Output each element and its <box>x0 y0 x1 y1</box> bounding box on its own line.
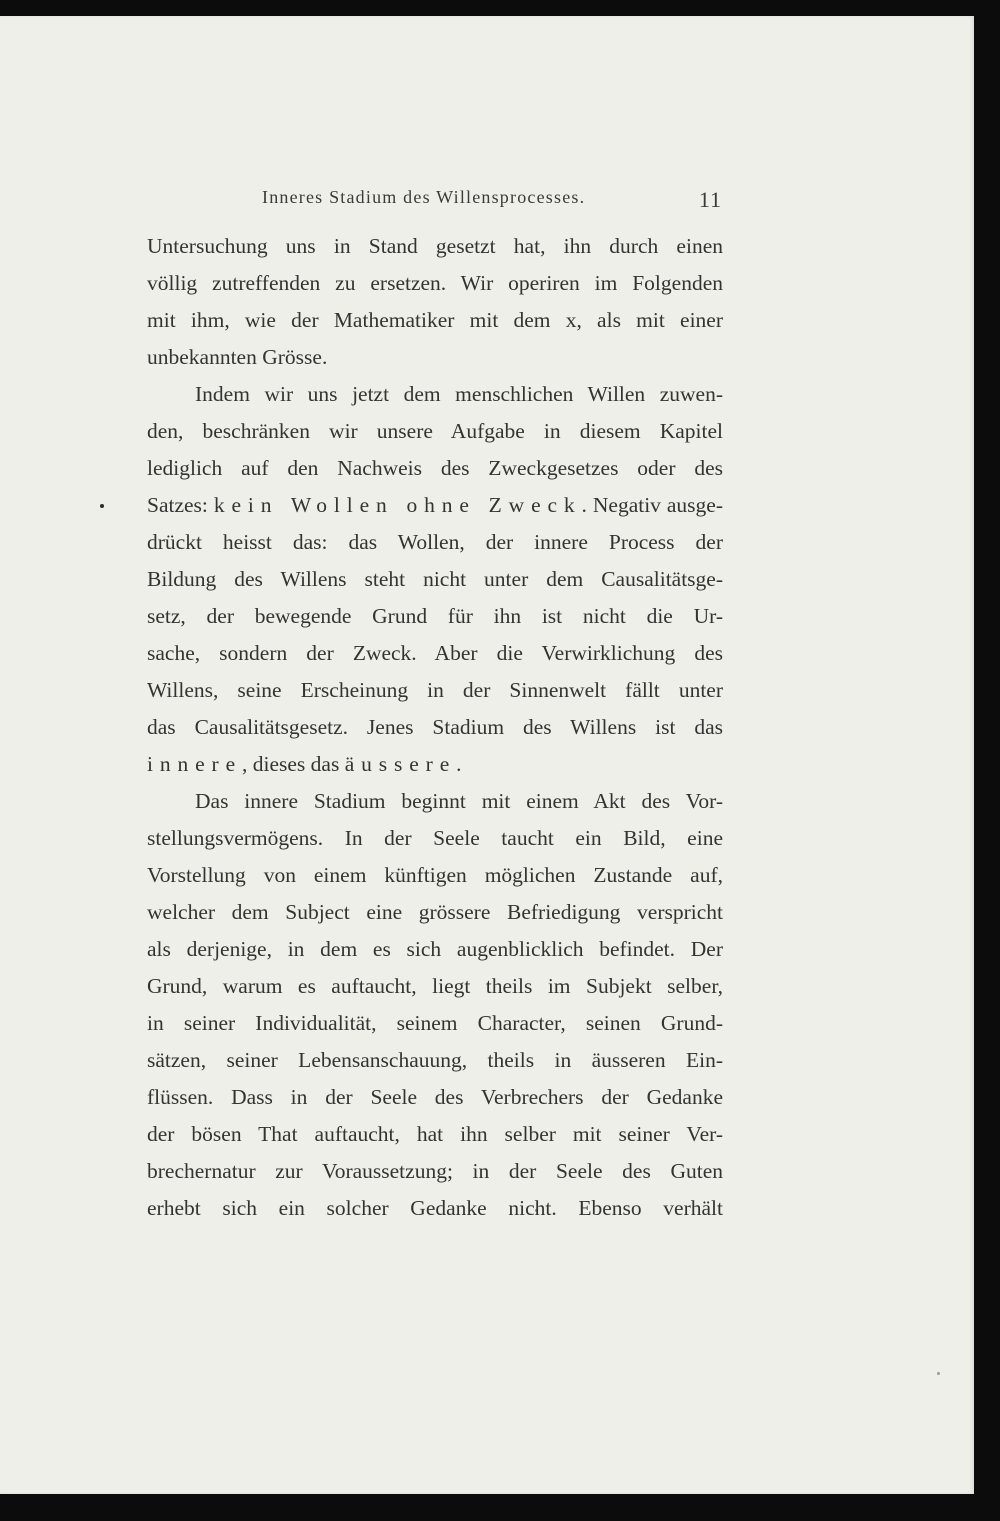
running-head: Inneres Stadium des Willensprocesses. <box>262 187 586 207</box>
text-line: brechernatur zur Voraussetzung; in der Seele des Guten <box>147 1159 723 1183</box>
text-line: setz, der bewegende Grund für ihn ist nicht die Ur- <box>147 604 723 628</box>
text-line: unbekannten Grösse. <box>147 345 328 369</box>
text-line: Vorstellung von einem künftigen möglichen Zustande auf, <box>147 863 723 887</box>
text-fragment: . <box>456 752 462 776</box>
spaced-emphasis: innere <box>147 752 242 776</box>
paragraph-2 <box>147 376 723 783</box>
text-line: in seiner Individualität, seinem Character, seinen Grund- <box>147 1011 723 1035</box>
text-line: Grund, warum es auftaucht, liegt theils im Subjekt selber, <box>147 974 723 998</box>
text-line: lediglich auf den Nachweis des Zweckgesetzes oder des <box>147 456 723 480</box>
text-line: mit ihm, wie der Mathematiker mit dem x, als mit einer <box>147 308 723 332</box>
text-line: sätzen, seiner Lebensanschauung, theils in äusseren Ein- <box>147 1048 723 1072</box>
page-number: 11 <box>698 187 722 212</box>
text-line: flüssen. Dass in der Seele des Verbrechers der Gedanke <box>147 1085 723 1109</box>
text-line: das Causalitätsgesetz. Jenes Stadium des Willens ist das <box>147 715 723 739</box>
text-line: drückt heisst das: das Wollen, der innere Process der <box>147 530 723 554</box>
text-line: sache, sondern der Zweck. Aber die Verwirklichung des <box>147 641 723 665</box>
margin-mark <box>100 504 104 508</box>
text-line: der bösen That auftaucht, hat ihn selber mit seiner Ver- <box>147 1122 723 1146</box>
spaced-emphasis: kein Wollen ohne Zweck <box>213 493 582 517</box>
text-line: erhebt sich ein solcher Gedanke nicht. Ebenso verhält <box>147 1196 723 1220</box>
paper-speck <box>937 1372 940 1375</box>
paragraph-1 <box>147 228 723 376</box>
text-line: Untersuchung uns in Stand gesetzt hat, ihn durch einen <box>147 234 723 258</box>
body-text <box>147 228 723 1227</box>
spaced-emphasis: äussere <box>344 752 457 776</box>
text-line-spaced-emphasis <box>147 746 723 783</box>
text-line: Bildung des Willens steht nicht unter dem Causalitätsge- <box>147 567 723 591</box>
text-line: welcher dem Subject eine grössere Befriedigung verspricht <box>147 900 723 924</box>
text-line: den, beschränken wir unsere Aufgabe in diesem Kapitel <box>147 419 723 443</box>
text-fragment: , dieses das <box>242 752 345 776</box>
text-line: Indem wir uns jetzt dem menschlichen Willen zuwen- <box>195 382 723 406</box>
text-fragment: Satzes: <box>147 493 214 517</box>
text-line: Das innere Stadium beginnt mit einem Akt des Vor- <box>195 789 723 813</box>
text-line: als derjenige, in dem es sich augenblicklich befindet. Der <box>147 937 723 961</box>
text-fragment: . Negativ ausge- <box>581 493 723 517</box>
page-header <box>262 187 722 211</box>
text-line: Willens, seine Erscheinung in der Sinnenwelt fällt unter <box>147 678 723 702</box>
text-line-spaced-emphasis <box>147 487 723 524</box>
text-line: völlig zutreffenden zu ersetzen. Wir operiren im Folgenden <box>147 271 723 295</box>
paragraph-3 <box>147 783 723 1227</box>
text-line: stellungsvermögens. In der Seele taucht ein Bild, eine <box>147 826 723 850</box>
